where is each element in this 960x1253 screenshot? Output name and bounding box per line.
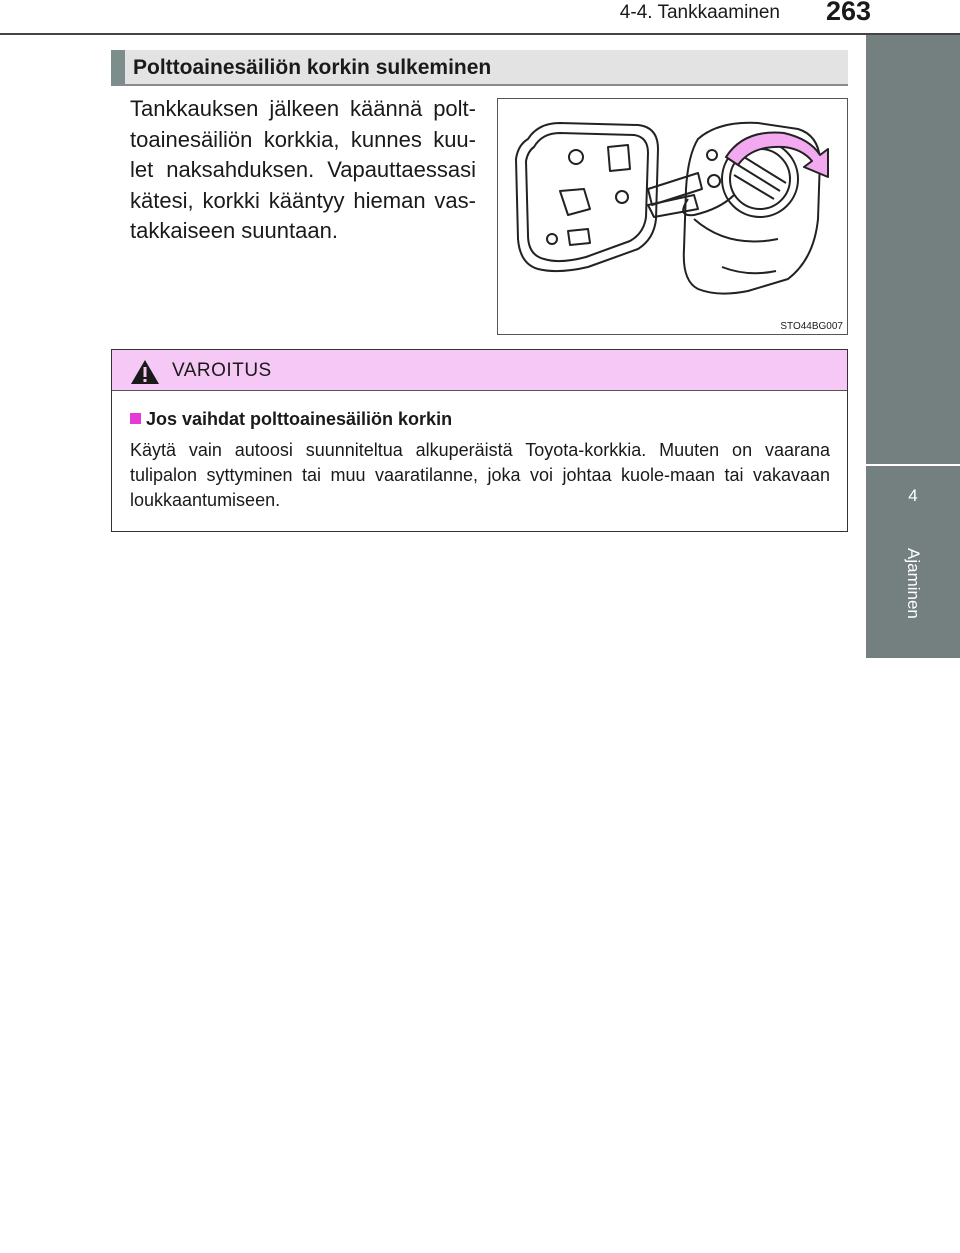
warning-triangle-icon [130, 359, 160, 385]
warning-header [112, 350, 847, 391]
fuel-cap-illustration [497, 98, 848, 335]
warning-text: Käytä vain autoosi suunniteltua alkuperäistä Toyota-korkkia. Muuten on vaarana tulipalon syttyminen tai muu vaaratilanne, joka voi johtaa kuole-maan tai vakavaan loukkaantumiseen. [130, 440, 830, 510]
figure-code: STO44BG007 [780, 321, 843, 332]
page-number: 263 [826, 0, 872, 26]
side-tab [866, 35, 960, 464]
section-heading-text: Polttoainesäiliön korkin sulkeminen [133, 56, 492, 79]
warning-box [111, 349, 848, 532]
warning-subheading [130, 409, 452, 430]
section-heading [111, 50, 848, 86]
square-bullet-icon [130, 413, 141, 424]
chapter-title: Ajaminen [904, 548, 923, 619]
warning-title: VAROITUS [172, 360, 272, 381]
warning-subheading-text: Jos vaihdat polttoainesäiliön korkin [146, 409, 453, 429]
fuel-door-drawing [498, 99, 847, 334]
chapter-number: 4 [908, 486, 918, 505]
header-section-title: 4-4. Tankkaaminen [619, 2, 780, 23]
header-divider [0, 33, 960, 35]
instruction-paragraph: Tankkauksen jälkeen käännä polt-toainesäiliön korkkia, kunnes kuu-let naksahduksen. Vapauttaessasi kätesi, korkki kääntyy hieman vas-takkaiseen suuntaan. [130, 96, 476, 243]
